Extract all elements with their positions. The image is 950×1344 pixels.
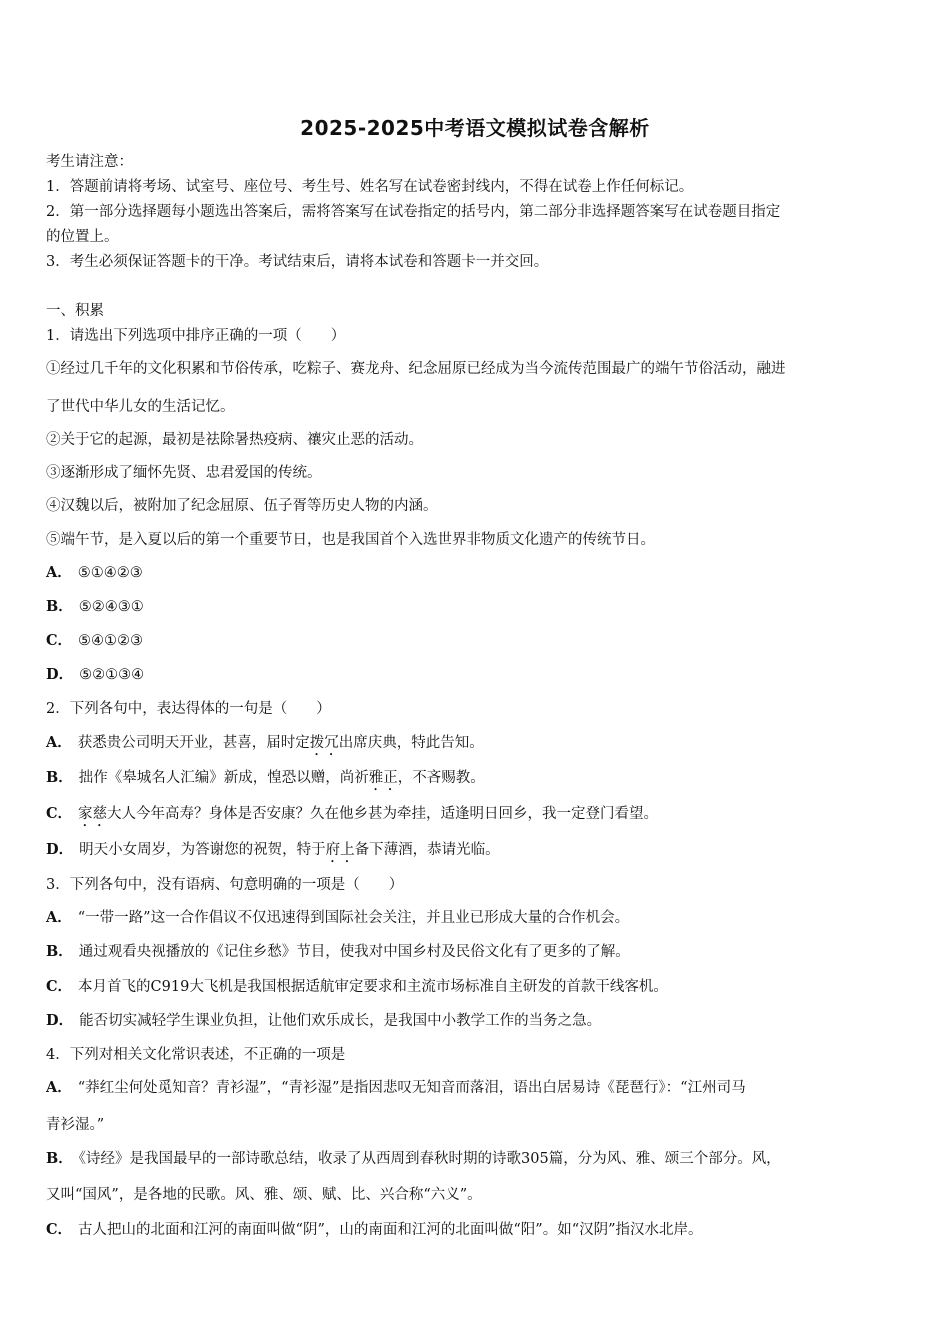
q3-option-b[interactable]: [46, 942, 630, 962]
option-text: 古人把山的北面和江河的南面叫做“阴”，山的南面和江河的北面叫做“阳”。如“汉阴”指汉水北岸。: [78, 1222, 703, 1238]
option-text-post: 出席庆典，特此告知。: [338, 735, 484, 751]
notice-item-2-cont: 的位置上。: [46, 229, 119, 245]
option-text: 通过观看央视播放的《记住乡愁》节目，使我对中国乡村及民俗文化有了更多的了解。: [78, 944, 630, 960]
option-text-pre: 拙作《皋城名人汇编》新成，惶恐以赠，尚祈: [78, 770, 369, 786]
q1-sentence-1-cont: 了世代中华儿女的生活记忆。: [46, 399, 235, 415]
option-label: C．: [46, 632, 73, 649]
option-text: ⑤④①②③: [78, 633, 144, 649]
emphasized-term: 府上: [325, 842, 355, 858]
emphasized-term: 家慈: [78, 806, 108, 822]
notice-heading: 考生请注意：: [46, 154, 133, 170]
option-text: 《诗经》是我国最早的一部诗歌总结，收录了从西周到春秋时期的诗歌305篇，分为风、雅、颂三个部分。风，: [78, 1151, 781, 1167]
q3-option-d[interactable]: [46, 1011, 601, 1031]
option-text-pre: 获悉贵公司明天开业，甚喜，届时定: [77, 735, 310, 751]
option-text: 能否切实减轻学生课业负担，让他们欢乐成长，是我国中小教学工作的当务之急。: [79, 1013, 602, 1029]
q1-sentence-3: ③逐渐形成了缅怀先贤、忠君爱国的传统。: [46, 465, 322, 481]
notice-item-1: 1．答题前请将考场、试室号、座位号、考生号、姓名写在试卷密封线内，不得在试卷上作任何标记。: [46, 179, 694, 195]
q1-sentence-5: ⑤端午节，是入夏以后的第一个重要节日，也是我国首个入选世界非物质文化遗产的传统节日。: [46, 532, 655, 548]
option-text-post: 大人今年高寿？身体是否安康？久在他乡甚为牵挂，适逢明日回乡，我一定登门看望。: [107, 806, 659, 822]
q3-option-a[interactable]: [46, 908, 629, 928]
q1-sentence-2: ②关于它的起源，最初是祛除暑热疫病、禳灾止恶的活动。: [46, 432, 423, 448]
option-text: “一带一路”这一合作倡议不仅迅速得到国际社会关注，并且业已形成大量的合作机会。: [77, 910, 630, 926]
option-text: “莽红尘何处觅知音？青衫湿”，“青衫湿”是指因悲叹无知音而落泪，语出白居易诗《琵琶行》：“江州司马: [77, 1080, 746, 1096]
option-label: A．: [46, 1079, 72, 1096]
q1-sentence-1: ①经过几千年的文化积累和节俗传承，吃粽子、赛龙舟、纪念屈原已经成为当今流传范围最广的端午节俗活动，融进: [46, 361, 786, 377]
q2-option-a[interactable]: [46, 733, 484, 759]
option-label: B．: [46, 598, 73, 615]
q4-option-a-cont: 青衫湿。”: [46, 1117, 105, 1133]
option-text-pre: 明天小女周岁，为答谢您的祝贺，特于: [79, 842, 326, 858]
q2-stem: 2．下列各句中，表达得体的一句是（ ）: [46, 701, 331, 717]
option-text: ⑤②①③④: [79, 667, 145, 683]
q4-option-a[interactable]: [46, 1078, 746, 1098]
q1-sentence-4: ④汉魏以后，被附加了纪念屈原、伍子胥等历史人物的内涵。: [46, 498, 438, 514]
q1-stem: 1．请选出下列选项中排序正确的一项（ ）: [46, 328, 346, 344]
q4-option-c[interactable]: [46, 1220, 703, 1240]
option-label: C．: [46, 978, 73, 995]
option-label: C．: [46, 1221, 73, 1238]
q1-option-a[interactable]: [46, 563, 143, 583]
option-text: ⑤①④②③: [77, 565, 143, 581]
q2-option-b[interactable]: [46, 768, 485, 794]
option-label: B．: [46, 769, 73, 786]
q3-stem: 3．下列各句中，没有语病、句意明确的一项是（ ）: [46, 877, 404, 893]
q2-option-d[interactable]: [46, 840, 500, 866]
q2-option-c[interactable]: [46, 804, 658, 830]
q4-option-b-cont: 又叫“国风”，是各地的民歌。风、雅、颂、赋、比、兴合称“六义”。: [46, 1187, 482, 1203]
q3-option-c[interactable]: [46, 977, 668, 997]
page-title: 2025-2025中考语文模拟试卷含解析: [300, 116, 650, 140]
emphasized-term: 雅正: [368, 770, 398, 786]
option-label: C．: [46, 805, 73, 822]
option-label: B．: [46, 1150, 73, 1167]
option-label: B．: [46, 943, 73, 960]
notice-item-2: 2．第一部分选择题每小题选出答案后，需将答案写在试卷指定的括号内，第二部分非选择题答案写在试卷题目指定: [46, 204, 781, 220]
option-label: A．: [46, 564, 72, 581]
option-text-post: ，不吝赐教。: [397, 770, 485, 786]
option-label: A．: [46, 734, 72, 751]
section-heading: 一、积累: [46, 303, 104, 319]
option-label: D．: [46, 666, 74, 683]
q1-option-c[interactable]: [46, 631, 143, 651]
q4-option-b[interactable]: [46, 1149, 781, 1169]
option-text-post: 备下薄酒，恭请光临。: [354, 842, 500, 858]
option-text: 本月首飞的C919大飞机是我国根据适航审定要求和主流市场标准自主研发的首款干线客机。: [78, 979, 668, 995]
q1-option-d[interactable]: [46, 665, 144, 685]
notice-item-3: 3．考生必须保证答题卡的干净。考试结束后，请将本试卷和答题卡一并交回。: [46, 254, 549, 270]
option-label: A．: [46, 909, 72, 926]
q1-option-b[interactable]: [46, 597, 144, 617]
q4-stem: 4．下列对相关文化常识表述，不正确的一项是: [46, 1047, 346, 1063]
option-label: D．: [46, 841, 74, 858]
emphasized-term: 拨冗: [309, 735, 339, 751]
option-text: ⑤②④③①: [78, 599, 144, 615]
option-label: D．: [46, 1012, 74, 1029]
